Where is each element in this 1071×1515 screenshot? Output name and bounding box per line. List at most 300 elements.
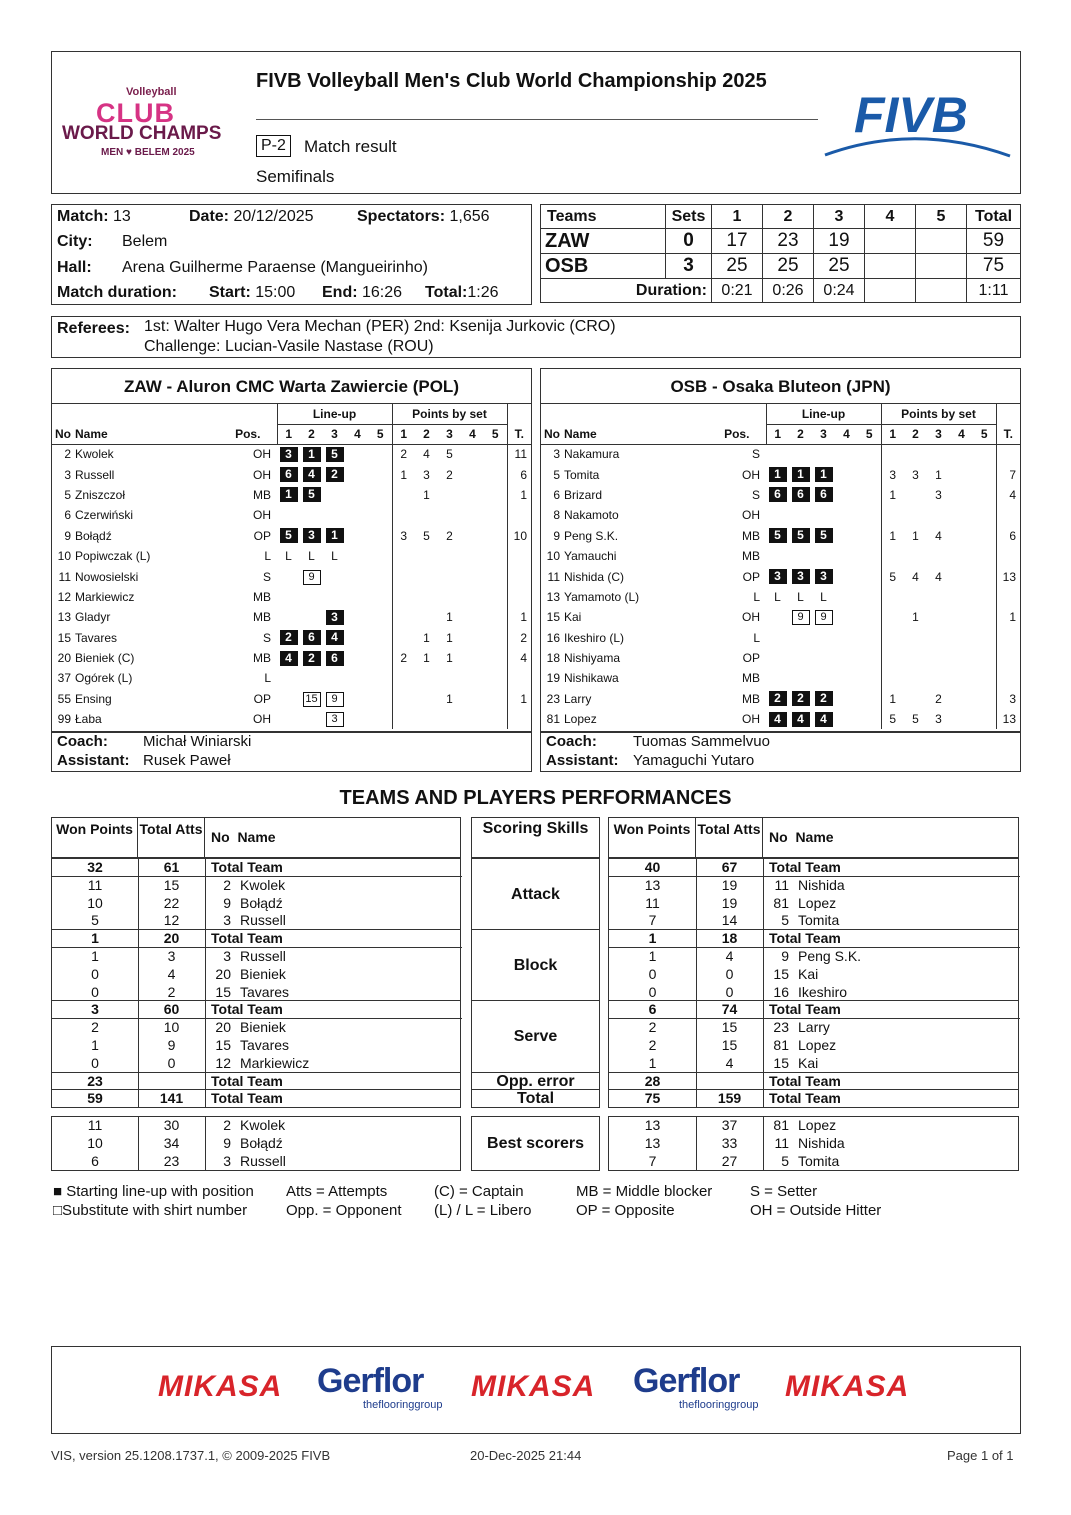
lineup-cell: [858, 526, 881, 546]
perf-row: [763, 1117, 1020, 1135]
lineup-cell: [812, 587, 835, 607]
total-points: [507, 709, 531, 729]
lineup-cell: [300, 607, 323, 627]
player-position: OP: [253, 691, 271, 706]
perf-row: [763, 1001, 1020, 1019]
set-points: 5: [423, 528, 430, 543]
roster-row: [541, 628, 1020, 648]
team-b-roster: [540, 368, 1021, 772]
player-number: 19: [546, 671, 560, 686]
player-number: 23: [773, 1019, 789, 1036]
points-set2-header: 2: [415, 424, 438, 444]
set-points: 3: [392, 526, 415, 546]
player-position: S: [751, 487, 760, 502]
lineup-cell: [323, 668, 346, 688]
event-logo-club: CLUB: [96, 98, 175, 128]
player-name: Nishida: [798, 876, 845, 893]
team-a-set1: 17: [712, 229, 763, 254]
total-points: 4: [996, 485, 1020, 505]
player-number: 9: [223, 894, 231, 911]
right-perf-group: [608, 1072, 1019, 1091]
lineup-cell: [789, 546, 812, 566]
won-points: 7: [648, 1152, 657, 1169]
document-code: P-2: [256, 135, 291, 157]
skill-serve: Serve: [471, 1000, 600, 1072]
lineup-cell: [789, 566, 812, 586]
lineup-cell: [300, 668, 323, 688]
team-b-assistant: Yamaguchi Yutaro: [633, 752, 755, 769]
set-points: [461, 546, 484, 566]
team-a-set3: 19: [814, 229, 865, 254]
set-points: [973, 485, 996, 505]
starting-position: 2: [792, 691, 810, 706]
set-points: [415, 587, 438, 607]
roster-row: [52, 689, 531, 709]
team-a-total: 59: [967, 229, 1021, 254]
starting-position: 4: [280, 651, 298, 666]
total-atts: 30: [163, 1117, 180, 1134]
set-points: [973, 566, 996, 586]
left-perf-group: [51, 1000, 461, 1072]
set-points: [927, 444, 950, 464]
points-set3-header: 3: [927, 424, 950, 444]
won-points: 0: [91, 965, 99, 982]
lineup-cell: [766, 485, 789, 505]
player-number: 13: [57, 610, 71, 625]
starting-position: 5: [792, 528, 810, 543]
set4-duration: [865, 279, 916, 303]
lineup-cell: [300, 464, 323, 484]
set-points: [484, 668, 507, 688]
set-points: [881, 607, 904, 627]
perf-row: [763, 930, 1020, 948]
team-a-code: ZAW: [541, 229, 666, 254]
player-name: Tavares: [240, 983, 290, 1000]
lineup-cell: [277, 709, 300, 729]
set-points: [927, 505, 950, 525]
total-points: 4: [507, 648, 531, 668]
player-name: Total Team: [769, 930, 841, 947]
perf-row: [763, 1073, 1020, 1091]
lineup-set5-header: 5: [369, 424, 392, 444]
lineup-cell: [300, 689, 323, 709]
lineup-set1-header: 1: [277, 424, 300, 444]
skill-opp-error: Opp. error: [471, 1072, 600, 1091]
lineup-cell: [858, 607, 881, 627]
set-points: [904, 546, 927, 566]
perf-row: [205, 948, 462, 966]
team-a-set2: 23: [763, 229, 814, 254]
set-points: [461, 628, 484, 648]
starting-position: 1: [280, 487, 298, 502]
event-logo-world-champs: WORLD CHAMPS: [62, 123, 222, 144]
lineup-cell: [858, 587, 881, 607]
player-name: Nishida: [798, 1134, 845, 1151]
lineup-header: Line-up: [766, 404, 881, 424]
starting-position: 2: [815, 691, 833, 706]
lineup-cell: [835, 505, 858, 525]
lineup-cell: [766, 628, 789, 648]
total-points: 6: [507, 464, 531, 484]
set-points: 5: [912, 712, 919, 727]
starting-position: 4: [326, 630, 344, 645]
starting-position: 2: [303, 651, 321, 666]
player-number: 20: [57, 651, 71, 666]
left-perf-group: [51, 1116, 461, 1170]
set-points: [415, 689, 438, 709]
total-atts: 33: [721, 1134, 738, 1151]
total-atts: 27: [721, 1152, 738, 1169]
perf-row: [763, 984, 1020, 1002]
lineup-cell: [858, 689, 881, 709]
player-number: 3: [223, 912, 231, 929]
lineup-cell: [789, 587, 812, 607]
perf-row: [205, 859, 462, 877]
lineup-cell: [346, 546, 369, 566]
team-a-assistant: Rusek Paweł: [143, 752, 231, 769]
roster-row: [52, 485, 531, 505]
player-number: 3: [223, 1152, 231, 1169]
libero-mark: L: [285, 549, 292, 564]
total-atts: [138, 1073, 205, 1091]
lineup-cell: [277, 689, 300, 709]
total-points: 1: [507, 607, 531, 627]
perf-row: [205, 1117, 462, 1135]
set-points: [950, 587, 973, 607]
player-name: Peng S.K.: [798, 947, 862, 964]
left-perf-header: [51, 817, 461, 858]
set-points: [973, 668, 996, 688]
score-table: [540, 204, 1021, 303]
lineup-cell: [323, 709, 346, 729]
lineup-cell: [858, 648, 881, 668]
player-name: Total Team: [769, 1001, 841, 1018]
player-position: OH: [253, 508, 271, 523]
player-position: S: [262, 569, 271, 584]
set-points: [950, 689, 973, 709]
lineup-cell: [300, 709, 323, 729]
player-number: 18: [546, 651, 560, 666]
player-position: MB: [742, 528, 760, 543]
lineup-cell: [300, 526, 323, 546]
roster-row: [541, 709, 1020, 729]
team-b-total: 75: [967, 254, 1021, 279]
lineup-cell: [858, 444, 881, 464]
lineup-cell: [766, 648, 789, 668]
lineup-cell: [300, 485, 323, 505]
roster-row: [541, 444, 1020, 464]
set-points: [927, 546, 950, 566]
lineup-cell: [812, 526, 835, 546]
player-name: Tavares: [75, 630, 118, 645]
set-points: 1: [446, 630, 453, 645]
lineup-set2-header: 2: [789, 424, 812, 444]
substitute-number: 15: [303, 692, 321, 707]
player-position: OP: [253, 528, 271, 543]
footer-page: Page 1 of 1: [947, 1448, 1014, 1463]
player-name: Bołądź: [240, 894, 283, 911]
set-points: [927, 587, 950, 607]
perf-row: [205, 1037, 462, 1055]
player-name: Tavares: [240, 1036, 290, 1053]
lineup-cell: [346, 485, 369, 505]
team-b-roster-table: [541, 404, 1020, 729]
total-atts: 159: [717, 1090, 742, 1107]
set-points: [392, 709, 415, 729]
right-perf-group: [608, 929, 1019, 1001]
player-name: Larry: [564, 691, 592, 706]
starting-position: 4: [303, 467, 321, 482]
total-points: [507, 587, 531, 607]
name-header: Name: [75, 424, 225, 444]
spectators-value: 1,656: [449, 208, 490, 225]
lineup-cell: [766, 668, 789, 688]
set-points: 1: [392, 464, 415, 484]
set-points: 1: [935, 467, 942, 482]
set-points: [461, 689, 484, 709]
team-a-roster-table: [52, 404, 531, 729]
points-set5-header: 5: [973, 424, 996, 444]
starting-position: 5: [769, 528, 787, 543]
lineup-cell: [369, 709, 392, 729]
lineup-set2-header: 2: [300, 424, 323, 444]
lineup-cell: [346, 668, 369, 688]
lineup-cell: [277, 587, 300, 607]
points-set1-header: 1: [881, 424, 904, 444]
player-position: L: [753, 589, 760, 604]
player-number: 12: [57, 589, 71, 604]
lineup-cell: [346, 505, 369, 525]
won-points: 0: [648, 965, 657, 982]
set-points: [392, 689, 415, 709]
player-name: Bołądź: [75, 528, 112, 543]
substitute-number: 9: [815, 610, 833, 625]
lineup-cell: [858, 464, 881, 484]
scoring-skills-header: Scoring Skills: [471, 817, 600, 858]
player-number: 99: [57, 712, 71, 727]
player-name: Ikeshiro (L): [564, 630, 625, 645]
libero-mark: L: [820, 589, 827, 604]
player-number: 9: [64, 528, 71, 543]
team-b-coach: Tuomas Sammelvuo: [633, 733, 770, 750]
team-b-set1: 25: [712, 254, 763, 279]
lineup-cell: [835, 607, 858, 627]
set-points: [484, 464, 507, 484]
city-value: Belem: [122, 233, 168, 250]
lineup-cell: [789, 464, 812, 484]
player-name: Russell: [240, 912, 286, 929]
lineup-cell: [277, 485, 300, 505]
lineup-cell: [858, 668, 881, 688]
set-points: 2: [935, 691, 942, 706]
lineup-cell: [323, 566, 346, 586]
lineup-cell: [300, 587, 323, 607]
lineup-cell: [858, 709, 881, 729]
total-atts: 61: [138, 859, 205, 877]
gerflor-tagline: theflooringgroup: [363, 1399, 443, 1411]
won-points: 11: [87, 1117, 103, 1134]
date-label: Date:: [189, 208, 230, 225]
legend-opponent: Opp. = Opponent: [286, 1202, 402, 1219]
roster-row: [541, 668, 1020, 688]
set-points: [415, 607, 438, 627]
set-points: 4: [935, 569, 942, 584]
total-atts: 9: [167, 1036, 176, 1053]
player-name: Tomita: [798, 1152, 840, 1169]
team-a-roster: [51, 368, 532, 772]
team-b-set5: [916, 254, 967, 279]
roster-row: [541, 546, 1020, 566]
player-number: 2: [64, 447, 71, 462]
player-number: 9: [223, 1134, 231, 1151]
lineup-cell: [766, 566, 789, 586]
lineup-cell: [369, 648, 392, 668]
set-points: [484, 628, 507, 648]
starting-position: 5: [303, 487, 321, 502]
set-points: [881, 648, 904, 668]
set-points: [881, 587, 904, 607]
set-points: [973, 628, 996, 648]
starting-position: 2: [326, 467, 344, 482]
total-atts: 10: [163, 1019, 180, 1036]
won-points: 13: [644, 876, 661, 893]
player-position: MB: [742, 549, 760, 564]
perf-row: [763, 1135, 1020, 1153]
hall-label: Hall:: [57, 259, 92, 276]
player-number: 13: [546, 589, 560, 604]
roster-row: [541, 505, 1020, 525]
perf-row: [205, 930, 462, 948]
player-number: 11: [774, 876, 789, 893]
player-name: Bołądź: [240, 1134, 283, 1151]
skill-attack: Attack: [471, 858, 600, 930]
player-number: 81: [773, 1036, 789, 1053]
player-position: S: [751, 447, 760, 462]
total-atts: 0: [725, 965, 734, 982]
player-name: Total Team: [769, 1090, 841, 1107]
perf-row: [205, 1055, 462, 1073]
starting-position: 6: [769, 487, 787, 502]
lineup-cell: [369, 607, 392, 627]
lineup-cell: [323, 546, 346, 566]
lineup-cell: [858, 546, 881, 566]
gerflor-logo: Gerflor: [633, 1362, 740, 1400]
player-position: S: [262, 630, 271, 645]
player-number: 20: [215, 1019, 231, 1036]
set-points: [461, 648, 484, 668]
perf-row: [205, 1001, 462, 1019]
libero-mark: L: [308, 549, 315, 564]
player-name: Lopez: [798, 894, 837, 911]
player-position: MB: [253, 487, 271, 502]
left-perf-group: [51, 1072, 461, 1091]
won-points: 1: [91, 947, 99, 964]
lineup-cell: [323, 607, 346, 627]
set-points: [438, 709, 461, 729]
lineup-cell: [300, 444, 323, 464]
set-points: [881, 546, 904, 566]
lineup-cell: [346, 587, 369, 607]
roster-row: [52, 607, 531, 627]
lineup-cell: [300, 628, 323, 648]
player-number: 20: [215, 965, 231, 982]
lineup-cell: [812, 689, 835, 709]
starting-position: 1: [815, 467, 833, 482]
won-points: 1: [52, 930, 138, 948]
libero-mark: L: [331, 549, 338, 564]
no-header: No: [541, 424, 564, 444]
set-points: [973, 526, 996, 546]
set-points: [973, 464, 996, 484]
player-position: OP: [742, 569, 760, 584]
points-set5-header: 5: [484, 424, 507, 444]
lineup-cell: [812, 709, 835, 729]
lineup-cell: [766, 464, 789, 484]
team-b-title: OSB - Osaka Bluteon (JPN): [541, 369, 1020, 404]
lineup-cell: [277, 668, 300, 688]
perf-row: [205, 966, 462, 984]
lineup-cell: [789, 668, 812, 688]
left-perf-group: [51, 858, 461, 930]
fivb-logo: [820, 80, 1015, 165]
lineup-cell: [277, 526, 300, 546]
perf-row: [205, 1153, 462, 1171]
total-duration: 1:11: [967, 279, 1021, 303]
set-points: [904, 689, 927, 709]
referees-label: Referees:: [57, 320, 130, 337]
player-number: 37: [57, 671, 71, 686]
lineup-cell: [277, 505, 300, 525]
player-number: 6: [64, 508, 71, 523]
lineup-cell: [812, 546, 835, 566]
set-points: [973, 709, 996, 729]
won-points: 10: [87, 894, 103, 911]
starting-position: 6: [280, 467, 298, 482]
total-atts: 15: [163, 876, 180, 893]
set-points: [438, 485, 461, 505]
set-points: [461, 444, 484, 464]
set-points: [973, 587, 996, 607]
starting-position: 3: [769, 569, 787, 584]
legend-libero: (L) / L = Libero: [434, 1202, 532, 1219]
lineup-cell: [369, 485, 392, 505]
set-points: [392, 485, 415, 505]
perf-row: [205, 895, 462, 913]
footer-datetime: 20-Dec-2025 21:44: [470, 1448, 582, 1463]
player-name: Łaba: [75, 712, 102, 727]
lineup-cell: [346, 689, 369, 709]
set-points: [950, 607, 973, 627]
perf-row: [763, 912, 1020, 930]
referees-line1: 1st: Walter Hugo Vera Mechan (PER) 2nd: Ksenija Jurkovic (CRO): [144, 318, 616, 335]
roster-row: [52, 546, 531, 566]
total-points: [996, 444, 1020, 464]
fivb-logo-text: FIVB: [854, 87, 968, 143]
player-name: Gladyr: [75, 610, 111, 625]
set-duration-label: Duration:: [541, 279, 712, 303]
total-atts: 23: [163, 1152, 180, 1169]
total-atts: 3: [167, 947, 176, 964]
player-name: Total Team: [211, 1072, 283, 1089]
lineup-cell: [789, 628, 812, 648]
set-points: [950, 526, 973, 546]
set-points: 1: [881, 526, 904, 546]
team-b-set2: 25: [763, 254, 814, 279]
set-points: [461, 526, 484, 546]
legend-substitute: □Substitute with shirt number: [53, 1202, 248, 1219]
set-points: 3: [935, 712, 942, 727]
won-points: 6: [91, 1152, 99, 1169]
